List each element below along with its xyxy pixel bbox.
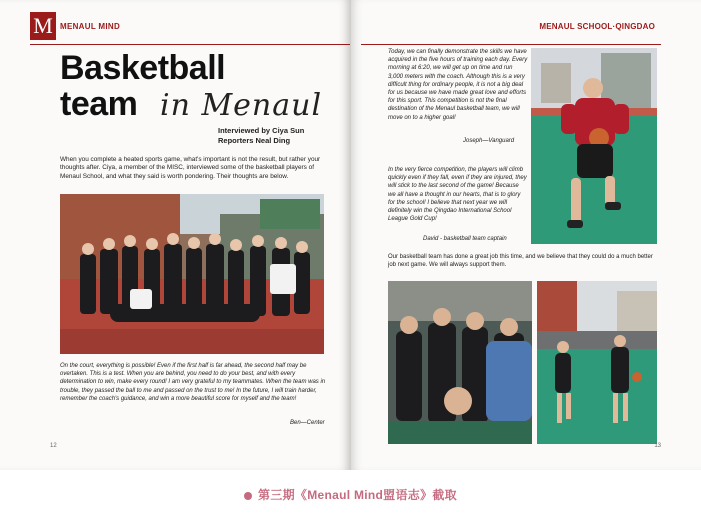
school-name: MENAUL SCHOOL·QINGDAO: [539, 22, 655, 31]
quote-ben-author: Ben—Center: [290, 420, 325, 426]
player-dribbling-photo: [531, 48, 657, 244]
header-rule-left: [30, 44, 350, 45]
right-page: [351, 0, 701, 470]
team-crowd-photo: [388, 281, 532, 444]
article-title-script: in Menaul: [160, 88, 323, 123]
quote-david-author: David - basketball team captain: [423, 236, 507, 242]
quote-david: In the very fierce competition, the players will climb quickly even if they fall, even if they are injured, they will stick to the last second of the game! Because we all have a thought in our hearts, that is to glory for the school! I believe that next year we will definitely win the Qingdao International School League Gold Cup!: [388, 167, 527, 223]
byline: [218, 126, 304, 146]
bullet-icon: [244, 492, 252, 500]
caption-text: 第三期《Menaul Mind盟语志》截取: [258, 488, 457, 502]
article-intro: When you complete a heated sports game, what's important is not the result, but rather your thoughts after. Ciya, a member of the MISC, interviewed some of the basketball players of Menaul School, and what they said is worth pondering. Their thoughts are below.: [60, 156, 321, 180]
game-action-photo: [537, 281, 657, 444]
interviewer-credit: Interviewed by Ciya Sun: [218, 126, 305, 135]
closing-statement: Our basketball team has done a great job this time, and we believe that they could do a much better job next game. We will always support them.: [388, 254, 653, 269]
reporter-credit: Reporters Neal Ding: [218, 136, 291, 145]
team-group-photo: [60, 194, 324, 354]
page-number-right: 13: [654, 443, 661, 449]
article-title-line1: Basketball: [60, 49, 226, 87]
left-page: [0, 0, 350, 470]
article-title-line2: team: [60, 85, 138, 123]
magazine-logo: M: [30, 12, 56, 40]
screenshot-caption: [0, 486, 701, 503]
quote-ben: On the court, everything is possible! Even if the first half is far ahead, the second half may be overtaken. This is a test. When you are behind, you need to do your best, and with every determination to win, make every round! I am very grateful to my teammates. When the team was in trouble, they passed the ball to me and passed on the trust to me! In the future, I will train harder, remember the coach's guidance, and win a more beautiful score for myself and the team!: [60, 363, 326, 402]
quote-joseph-author: Joseph—Vanguard: [463, 138, 515, 144]
quote-joseph: Today, we can finally demonstrate the skills we have acquired in the five hours of training each day. Every morning at 6:20, we will get up on time and run 3,000 meters with the coach. Although this is a very difficult thing for ordinary people, it is not a big deal for us because we have made great love and efforts for this sport. This competition is not the final destination of the Menaul basketball team, we will move on to a higher goal!: [388, 49, 528, 121]
magazine-name: MENAUL MIND: [60, 22, 121, 31]
header-rule-right: [361, 44, 661, 45]
page-number-left: 12: [50, 443, 57, 449]
